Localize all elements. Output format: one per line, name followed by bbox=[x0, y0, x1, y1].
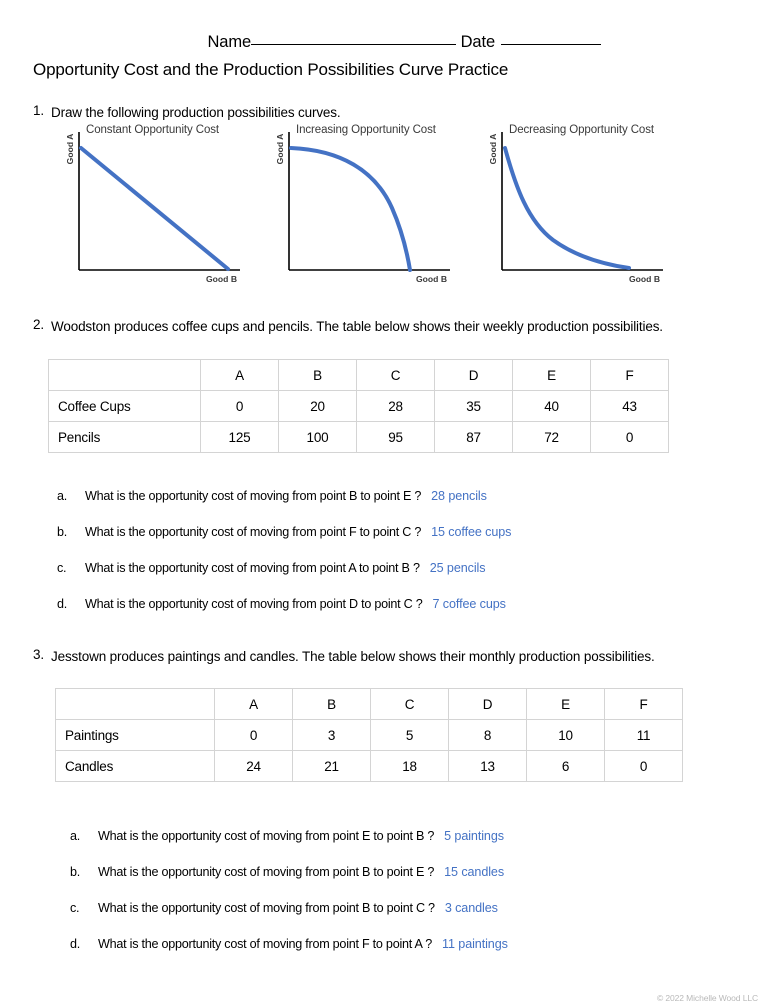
table2-pencils-d: 87 bbox=[435, 422, 513, 453]
table-row bbox=[49, 391, 669, 422]
table3-paintings-b: 3 bbox=[293, 720, 371, 751]
copyright-footer: © 2022 Michelle Wood LLC bbox=[656, 993, 758, 1003]
graph-constant-opportunity-cost bbox=[60, 118, 270, 296]
question-2d-answer: 7 coffee cups bbox=[432, 597, 506, 611]
table-row bbox=[49, 422, 669, 453]
table3-paintings-c: 5 bbox=[371, 720, 449, 751]
table3-corner-cell bbox=[56, 689, 215, 720]
table3-row-label-candles: Candles bbox=[56, 751, 215, 782]
page-title: Opportunity Cost and the Production Possibilities Curve Practice bbox=[33, 60, 509, 79]
table3-row-label-paintings: Paintings bbox=[56, 720, 215, 751]
table-row-header bbox=[56, 689, 683, 720]
question-2d-text: What is the opportunity cost of moving from point D to point C ? bbox=[85, 597, 423, 611]
question-3c-text: What is the opportunity cost of moving from point B to point C ? bbox=[98, 901, 435, 915]
question-3d-answer: 11 paintings bbox=[442, 937, 508, 951]
table2-coffee-cups-c: 28 bbox=[357, 391, 435, 422]
graph-2-x-axis-label: Good B bbox=[416, 274, 448, 284]
question-2c-answer: 25 pencils bbox=[429, 561, 486, 575]
question-3a-letter: a. bbox=[70, 829, 81, 843]
table2-coffee-cups-d: 35 bbox=[435, 391, 513, 422]
table3-paintings-d: 8 bbox=[449, 720, 527, 751]
table2-pencils-a: 125 bbox=[201, 422, 279, 453]
name-date-row bbox=[0, 33, 768, 52]
table2-col-b: B bbox=[279, 360, 357, 391]
question-2c-text-row bbox=[85, 561, 485, 575]
table3-col-a: A bbox=[215, 689, 293, 720]
question-3a-text: What is the opportunity cost of moving from point E to point B ? bbox=[98, 829, 435, 843]
graph-3-y-axis-label: Good A bbox=[488, 133, 498, 165]
ppc-graphs-row bbox=[0, 118, 768, 296]
table2-coffee-cups-b: 20 bbox=[279, 391, 357, 422]
question-3c-answer: 3 candles bbox=[444, 901, 498, 915]
question-3c-text-row bbox=[98, 901, 498, 915]
table2-coffee-cups-f: 43 bbox=[591, 391, 669, 422]
question-2b-text: What is the opportunity cost of moving from point F to point C ? bbox=[85, 525, 422, 539]
question-2a-text-row bbox=[85, 489, 487, 503]
question-3-number: 3. bbox=[33, 647, 45, 662]
question-2b-letter: b. bbox=[57, 525, 68, 539]
table3-paintings-f: 11 bbox=[605, 720, 683, 751]
table2-col-d: D bbox=[435, 360, 513, 391]
question-2d-letter: d. bbox=[57, 597, 68, 611]
question-3a-text-row bbox=[98, 829, 504, 843]
table3-candles-a: 24 bbox=[215, 751, 293, 782]
table2-row-label-pencils: Pencils bbox=[49, 422, 201, 453]
question-1-text: Draw the following production possibilities curves. bbox=[51, 105, 341, 120]
table3-paintings-e: 10 bbox=[527, 720, 605, 751]
graph-2-plot bbox=[270, 118, 480, 296]
question-3b-letter: b. bbox=[70, 865, 81, 879]
graph-1-x-axis-label: Good B bbox=[206, 274, 238, 284]
production-possibilities-table-woodston bbox=[48, 359, 669, 453]
table3-candles-f: 0 bbox=[605, 751, 683, 782]
graph-1-title: Constant Opportunity Cost bbox=[86, 124, 220, 136]
graph-increasing-opportunity-cost bbox=[270, 118, 480, 296]
date-blank-line[interactable] bbox=[501, 44, 601, 45]
question-2d-text-row bbox=[85, 597, 506, 611]
table2-pencils-b: 100 bbox=[279, 422, 357, 453]
graph-1-plot bbox=[60, 118, 270, 296]
table2-pencils-f: 0 bbox=[591, 422, 669, 453]
graph-3-title: Decreasing Opportunity Cost bbox=[509, 124, 654, 136]
name-blank-line[interactable] bbox=[251, 44, 456, 45]
table-row bbox=[56, 751, 683, 782]
question-2-text: Woodston produces coffee cups and pencils. The table below shows their weekly production possibilities. bbox=[51, 319, 663, 334]
graph-2-y-axis-label: Good A bbox=[275, 133, 285, 165]
table2-pencils-e: 72 bbox=[513, 422, 591, 453]
graph-3-plot bbox=[483, 118, 693, 296]
table-row-header bbox=[49, 360, 669, 391]
table2-pencils-c: 95 bbox=[357, 422, 435, 453]
production-possibilities-table-jesstown bbox=[55, 688, 683, 782]
question-3d-text: What is the opportunity cost of moving from point F to point A ? bbox=[98, 937, 433, 951]
question-3-text: Jesstown produces paintings and candles. The table below shows their monthly production possibilities. bbox=[51, 649, 655, 664]
table3-candles-e: 6 bbox=[527, 751, 605, 782]
table2-coffee-cups-e: 40 bbox=[513, 391, 591, 422]
table2-row-label-coffee-cups: Coffee Cups bbox=[49, 391, 201, 422]
table2-coffee-cups-a: 0 bbox=[201, 391, 279, 422]
table-row bbox=[56, 720, 683, 751]
table2-corner-cell bbox=[49, 360, 201, 391]
question-3b-text: What is the opportunity cost of moving from point B to point E ? bbox=[98, 865, 435, 879]
table2-col-a: A bbox=[201, 360, 279, 391]
table2-col-c: C bbox=[357, 360, 435, 391]
graph-2-title: Increasing Opportunity Cost bbox=[296, 124, 436, 136]
question-3d-letter: d. bbox=[70, 937, 81, 951]
question-2b-text-row bbox=[85, 525, 511, 539]
question-2a-answer: 28 pencils bbox=[431, 489, 487, 503]
table3-col-b: B bbox=[293, 689, 371, 720]
name-label: Name bbox=[207, 33, 252, 51]
question-3c-letter: c. bbox=[70, 901, 80, 915]
graph-1-y-axis-label: Good A bbox=[65, 133, 75, 165]
table3-paintings-a: 0 bbox=[215, 720, 293, 751]
table2-col-f: F bbox=[591, 360, 669, 391]
question-3b-answer: 15 candles bbox=[444, 865, 505, 879]
question-2a-letter: a. bbox=[57, 489, 68, 503]
graph-decreasing-opportunity-cost bbox=[483, 118, 693, 296]
table3-col-d: D bbox=[449, 689, 527, 720]
table3-col-f: F bbox=[605, 689, 683, 720]
table3-candles-d: 13 bbox=[449, 751, 527, 782]
question-2c-letter: c. bbox=[57, 561, 67, 575]
question-2c-text: What is the opportunity cost of moving from point A to point B ? bbox=[85, 561, 420, 575]
table2-col-e: E bbox=[513, 360, 591, 391]
table3-candles-b: 21 bbox=[293, 751, 371, 782]
question-2a-text: What is the opportunity cost of moving from point B to point E ? bbox=[85, 489, 422, 503]
graph-3-x-axis-label: Good B bbox=[629, 274, 661, 284]
table3-candles-c: 18 bbox=[371, 751, 449, 782]
table3-col-c: C bbox=[371, 689, 449, 720]
date-label: Date bbox=[460, 33, 496, 51]
question-3a-answer: 5 paintings bbox=[444, 829, 504, 843]
question-3b-text-row bbox=[98, 865, 504, 879]
table3-col-e: E bbox=[527, 689, 605, 720]
question-2b-answer: 15 coffee cups bbox=[431, 525, 512, 539]
question-2-number: 2. bbox=[33, 317, 45, 332]
question-3d-text-row bbox=[98, 937, 508, 951]
question-1-number: 1. bbox=[33, 103, 45, 118]
